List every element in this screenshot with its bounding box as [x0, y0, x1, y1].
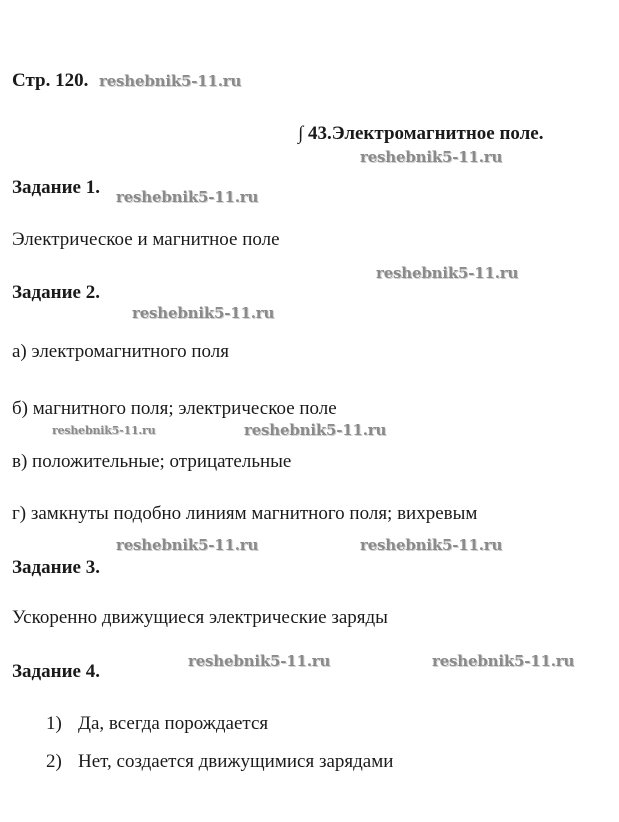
task-4-list-item [46, 713, 268, 735]
task-3-answer: Ускоренно движущиеся электрические заряды [12, 607, 388, 628]
watermark: reshebnik5-11.ru [376, 264, 519, 282]
watermark-small: reshebnik5-11.ru [52, 424, 156, 437]
task-2-answer-a: а) электромагнитного поля [12, 341, 230, 362]
task-1-answer: Электрическое и магнитное поле [12, 229, 280, 250]
task-4-heading: Задание 4. [12, 661, 100, 682]
watermark: reshebnik5-11.ru [116, 188, 259, 206]
task-2-answer-d: г) замкнуты подобно линиям магнитного поля; вихревым [12, 503, 478, 524]
watermark: reshebnik5-11.ru [360, 148, 503, 166]
task-2-heading: Задание 2. [12, 282, 100, 303]
watermark: reshebnik5-11.ru [188, 652, 331, 670]
task-2-answer-c: в) положительные; отрицательные [12, 451, 292, 472]
task-2-answer-b: б) магнитного поля; электрическое поле [12, 398, 337, 419]
list-number: 2) [46, 751, 62, 772]
watermark: reshebnik5-11.ru [244, 421, 387, 439]
watermark: reshebnik5-11.ru [360, 536, 503, 554]
watermark: reshebnik5-11.ru [132, 304, 275, 322]
list-text: Да, всегда порождается [78, 713, 269, 734]
watermark: reshebnik5-11.ru [99, 72, 242, 90]
section-title: ∫ 43.Электромагнитное поле. [298, 123, 544, 144]
watermark: reshebnik5-11.ru [116, 536, 259, 554]
task-3-heading: Задание 3. [12, 557, 100, 578]
page-number: Стр. 120. [12, 70, 89, 91]
list-number: 1) [46, 713, 62, 734]
list-text: Нет, создается движущимися зарядами [78, 751, 394, 772]
watermark: reshebnik5-11.ru [432, 652, 575, 670]
task-1-heading: Задание 1. [12, 177, 100, 198]
task-4-list-item [46, 751, 393, 773]
